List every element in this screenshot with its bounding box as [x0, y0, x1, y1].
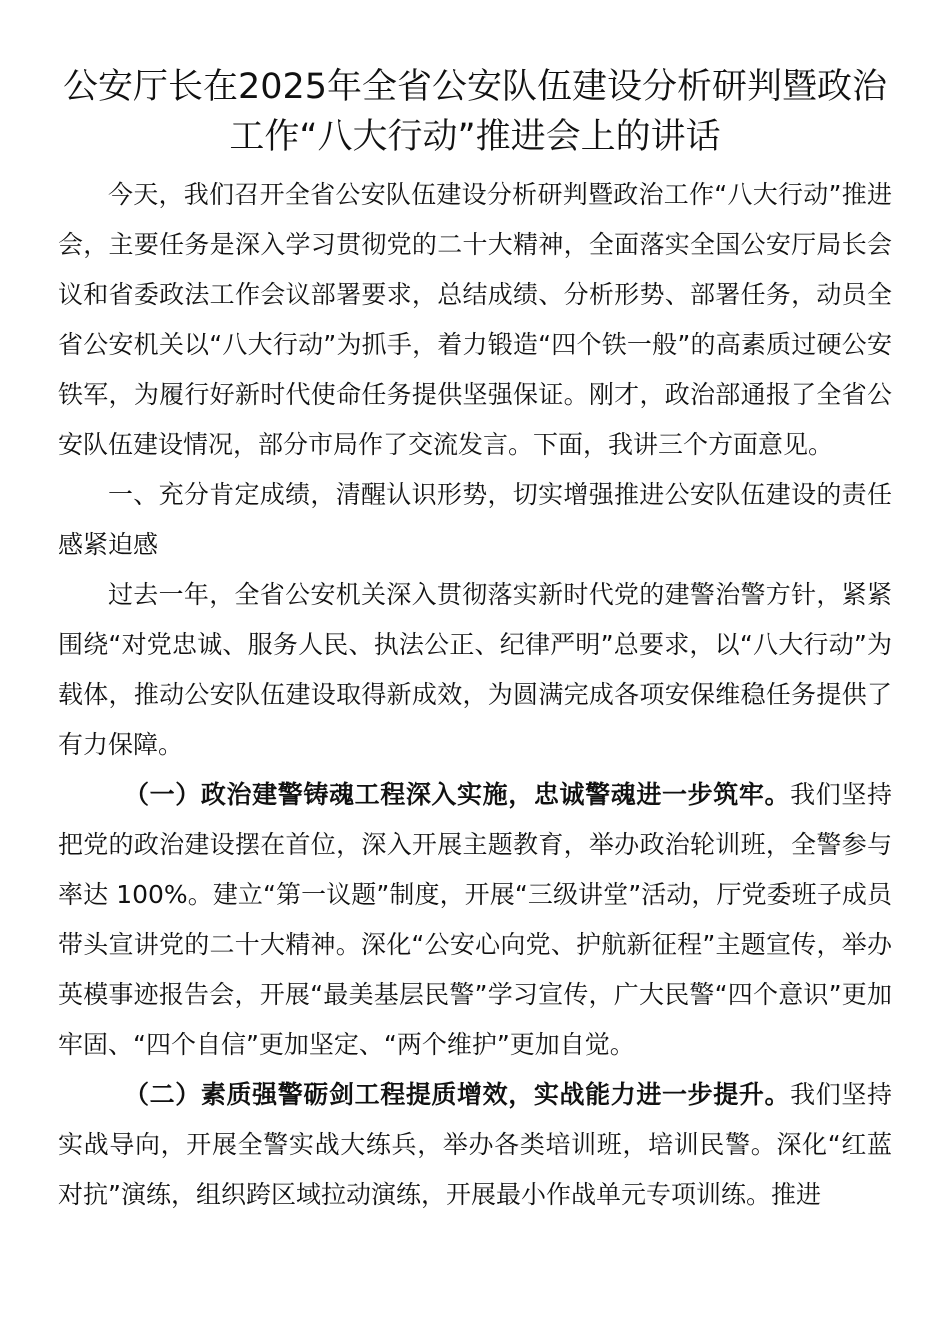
document-page	[58, 62, 892, 1220]
document-title: 公安厅长在2025年全省公安队伍建设分析研判暨政治工作“八大行动”推进会上的讲话	[62, 67, 888, 157]
paragraph-review: 过去一年，全省公安机关深入贯彻落实新时代党的建警治警方针，紧紧围绕“对党忠诚、服务人民、执法公正、纪律严明”总要求，以“八大行动”为载体，推动公安队伍建设取得新成效，为圆满完成各项安保维稳任务提供了有力保障。	[58, 580, 892, 759]
subheading-political-building: （一）政治建警铸魂工程深入实施，忠诚警魂进一步筑牢。	[124, 780, 791, 809]
body-quality-training: 我们坚持实战导向，开展全警实战大练兵，举办各类培训班，培训民警。深化“红蓝对抗”演练，组织跨区域拉动演练，开展最小作战单元专项训练。推进	[58, 1080, 892, 1209]
paragraph-opening: 今天，我们召开全省公安队伍建设分析研判暨政治工作“八大行动”推进会，主要任务是深入学习贯彻党的二十大精神，全面落实全国公安厅局长会议和省委政法工作会议部署要求，总结成绩、分析形势、部署任务，动员全省公安机关以“八大行动”为抓手，着力锻造“四个铁一般”的高素质过硬公安铁军，为履行好新时代使命任务提供坚强保证。刚才，政治部通报了全省公安队伍建设情况，部分市局作了交流发言。下面，我讲三个方面意见。	[58, 180, 892, 459]
section-heading-one: 一、充分肯定成绩，清醒认识形势，切实增强推进公安队伍建设的责任感紧迫感	[58, 480, 892, 559]
subheading-quality-training: （二）素质强警砺剑工程提质增效，实战能力进一步提升。	[124, 1080, 791, 1109]
paragraph-political-building	[58, 770, 892, 1070]
body-political-building: 我们坚持把党的政治建设摆在首位，深入开展主题教育，举办政治轮训班，全警参与率达 100%。建立“第一议题”制度，开展“三级讲堂”活动，厅党委班子成员带头宣讲党的二十大精神。深化“公安心向党、护航新征程”主题宣传，举办英模事迹报告会，开展“最美基层民警”学习宣传，广大民警“四个意识”更加牢固、“四个自信”更加坚定、“两个维护”更加自觉。	[58, 780, 892, 1059]
paragraph-quality-training	[58, 1070, 892, 1220]
